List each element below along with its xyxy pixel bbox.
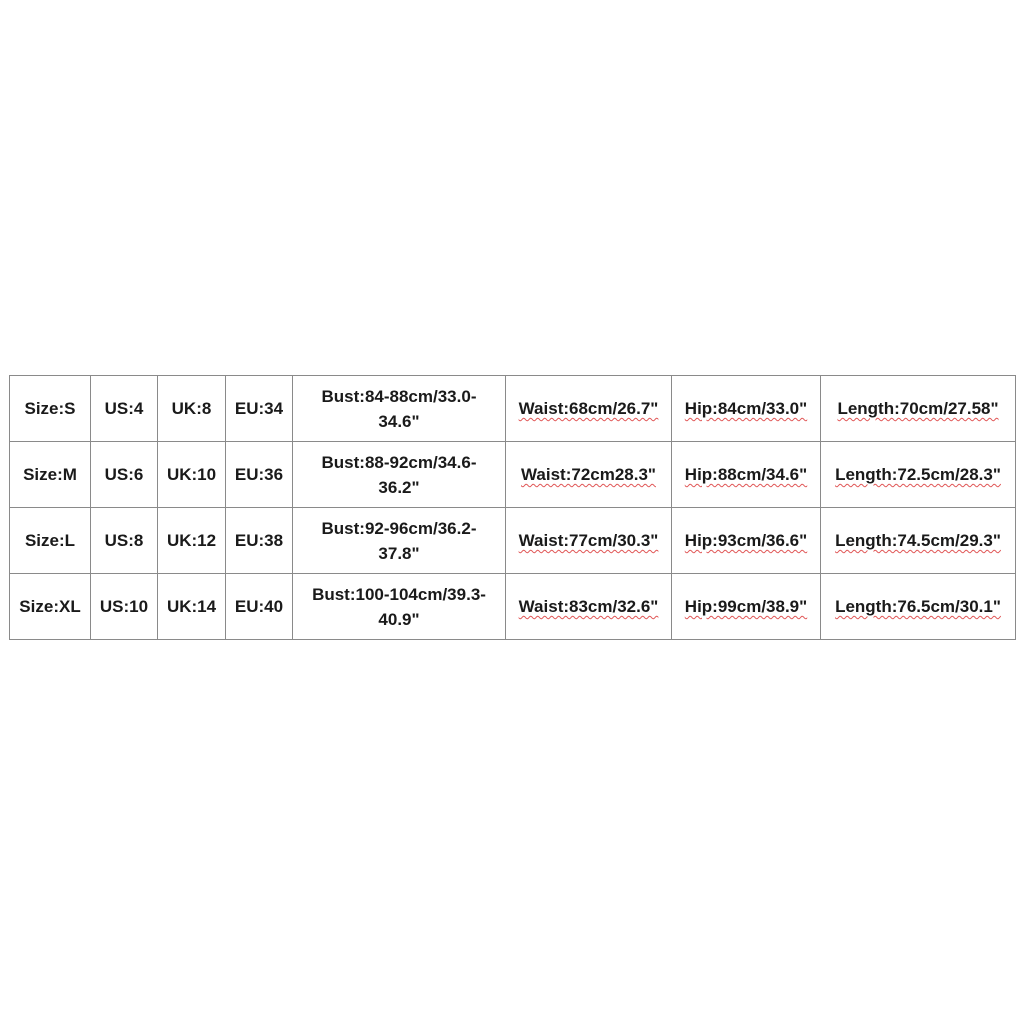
hip-text: Hip:93cm/36.6" xyxy=(684,531,808,550)
uk-size-cell: UK:14 xyxy=(158,574,226,640)
waist-text: Waist:72cm28.3" xyxy=(521,465,656,484)
bust-text-line1: Bust:84-88cm/33.0- xyxy=(321,386,477,406)
size-row-xl xyxy=(10,574,1016,640)
length-text: Length:74.5cm/29.3" xyxy=(835,531,1001,550)
size-cell: Size:S xyxy=(10,376,91,442)
uk-size-cell: UK:12 xyxy=(158,508,226,574)
waist-cell xyxy=(506,508,672,574)
hip-cell xyxy=(672,574,821,640)
hip-text: Hip:88cm/34.6" xyxy=(684,465,808,484)
size-cell: Size:XL xyxy=(10,574,91,640)
bust-text-line2: 34.6" xyxy=(378,411,420,431)
length-text: Length:76.5cm/30.1" xyxy=(835,597,1001,616)
bust-text-line2: 40.9" xyxy=(378,609,420,629)
hip-cell xyxy=(672,376,821,442)
bust-text-line1: Bust:88-92cm/34.6- xyxy=(321,452,477,472)
bust-text-line1: Bust:92-96cm/36.2- xyxy=(321,518,477,538)
waist-text: Waist:77cm/30.3" xyxy=(518,531,659,550)
hip-cell xyxy=(672,508,821,574)
us-size-cell: US:10 xyxy=(91,574,158,640)
length-cell xyxy=(821,442,1016,508)
length-text: Length:72.5cm/28.3" xyxy=(835,465,1001,484)
size-row-m xyxy=(10,442,1016,508)
size-row-s xyxy=(10,376,1016,442)
us-size-cell: US:6 xyxy=(91,442,158,508)
waist-cell xyxy=(506,442,672,508)
bust-text-line2: 37.8" xyxy=(378,543,420,563)
hip-cell xyxy=(672,442,821,508)
waist-text: Waist:83cm/32.6" xyxy=(518,597,659,616)
length-cell xyxy=(821,376,1016,442)
length-cell xyxy=(821,574,1016,640)
bust-text-line2: 36.2" xyxy=(378,477,420,497)
length-cell xyxy=(821,508,1016,574)
size-cell: Size:M xyxy=(10,442,91,508)
uk-size-cell: UK:8 xyxy=(158,376,226,442)
eu-size-cell: EU:36 xyxy=(226,442,293,508)
eu-size-cell: EU:34 xyxy=(226,376,293,442)
size-cell: Size:L xyxy=(10,508,91,574)
uk-size-cell: UK:10 xyxy=(158,442,226,508)
bust-cell xyxy=(293,442,506,508)
length-text: Length:70cm/27.58" xyxy=(837,399,999,418)
bust-cell xyxy=(293,574,506,640)
eu-size-cell: EU:40 xyxy=(226,574,293,640)
waist-cell xyxy=(506,574,672,640)
waist-text: Waist:68cm/26.7" xyxy=(518,399,659,418)
size-row-l xyxy=(10,508,1016,574)
us-size-cell: US:8 xyxy=(91,508,158,574)
bust-text-line1: Bust:100-104cm/39.3- xyxy=(312,584,486,604)
waist-cell xyxy=(506,376,672,442)
hip-text: Hip:99cm/38.9" xyxy=(684,597,808,616)
us-size-cell: US:4 xyxy=(91,376,158,442)
bust-cell xyxy=(293,508,506,574)
eu-size-cell: EU:38 xyxy=(226,508,293,574)
size-chart-table xyxy=(9,375,1016,640)
bust-cell xyxy=(293,376,506,442)
hip-text: Hip:84cm/33.0" xyxy=(684,399,808,418)
